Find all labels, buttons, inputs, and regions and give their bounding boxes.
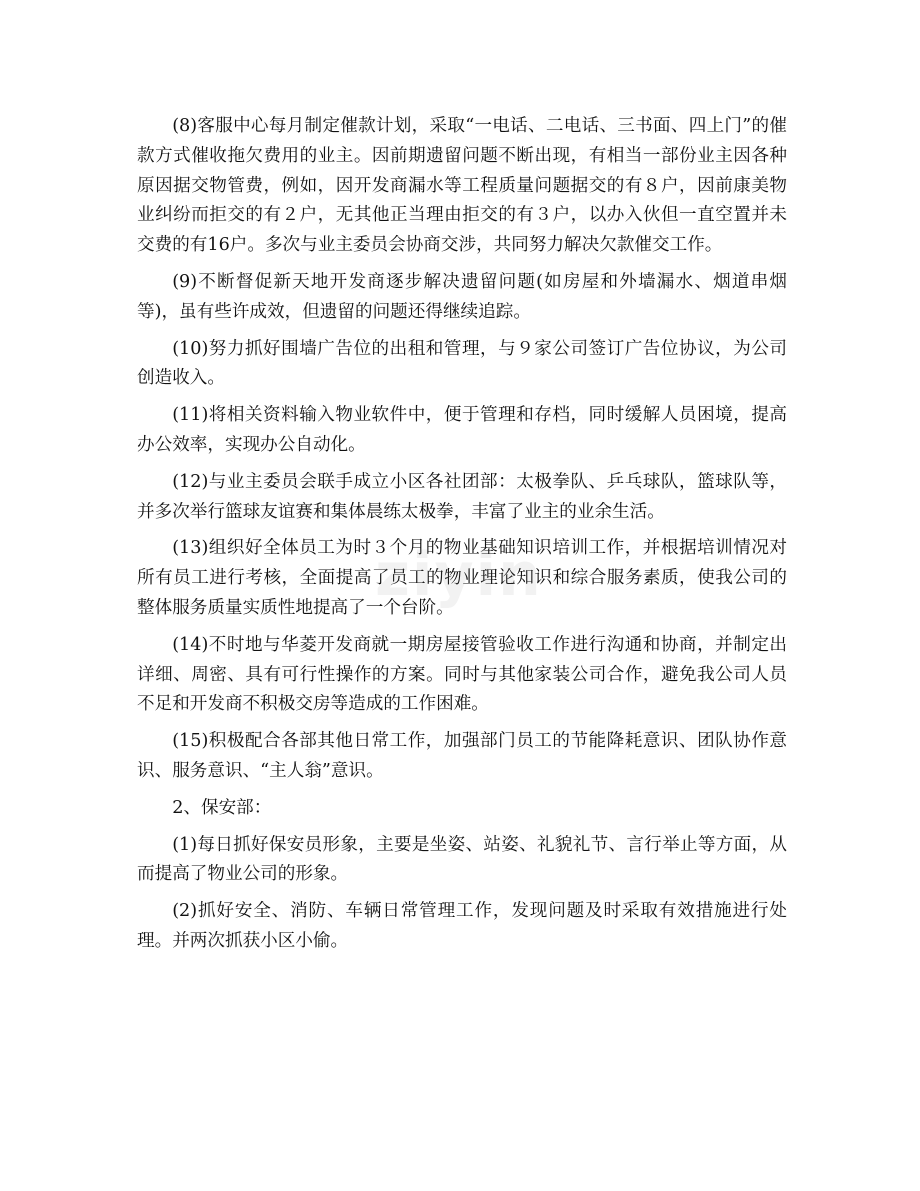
paragraph-10: (10)努力抓好围墙广告位的出租和管理，与９家公司签订广告位协议，为公司创造收入。 bbox=[137, 338, 787, 389]
security-paragraph-2: (2)抓好安全、消防、车辆日常管理工作，发现问题及时采取有效措施进行处理。并两次抓获小区小偷。 bbox=[137, 901, 787, 951]
section-heading-security: 2、保安部： bbox=[172, 797, 272, 818]
paragraph-13: (13)组织好全体员工为时３个月的物业基础知识培训工作，并根据培训情况对所有员工进行考核，全面提高了员工的物业理论知识和综合服务素质，使我公司的整体服务质量实质性地提高了一个台阶。 bbox=[137, 538, 787, 618]
paragraph-8: (8)客服中心每月制定催款计划，采取“一电话、二电话、三书面、四上门”的催款方式催收拖欠费用的业主。因前期遗留问题不断出现，有相当一部份业主因各种原因据交物管费，例如，因开发商漏水等工程质量问题据交的有８户，因前康美物业纠纷而拒交的有２户，无其他正当理由拒交的有３户，以办入伙但一直空置并未交费的有16户。多次与业主委员会协商交涉，共同努力解决欠款催交工作。 bbox=[137, 116, 787, 256]
security-paragraph-1: (1)每日抓好保安员形象，主要是坐姿、站姿、礼貌礼节、言行举止等方面，从而提高了物业公司的形象。 bbox=[137, 834, 787, 885]
paragraph-14: (14)不时地与华菱开发商就一期房屋接管验收工作进行沟通和协商，并制定出详细、周密、具有可行性操作的方案。同时与其他家装公司合作，避免我公司人员不足和开发商不积极交房等造成的工作困难。 bbox=[137, 634, 787, 715]
paragraph-11: (11)将相关资料输入物业软件中，便于管理和存档，同时缓解人员困境，提高办公效率，实现办公自动化。 bbox=[137, 405, 787, 455]
paragraph-9: (9)不断督促新天地开发商逐步解决遗留问题(如房屋和外墙漏水、烟道串烟等)，虽有些许成效，但遗留的问题还得继续追踪。 bbox=[137, 271, 787, 322]
document-body bbox=[137, 112, 787, 964]
paragraph-12: (12)与业主委员会联手成立小区各社团部：太极拳队、乒乓球队，篮球队等，并多次举行篮球友谊赛和集体晨练太极拳，丰富了业主的业余生活。 bbox=[137, 471, 787, 522]
watermark: ziyin bbox=[375, 540, 543, 610]
paragraph-15: (15)积极配合各部其他日常工作，加强部门员工的节能降耗意识、团队协作意识、服务意识、“主人翁”意识。 bbox=[137, 731, 787, 781]
